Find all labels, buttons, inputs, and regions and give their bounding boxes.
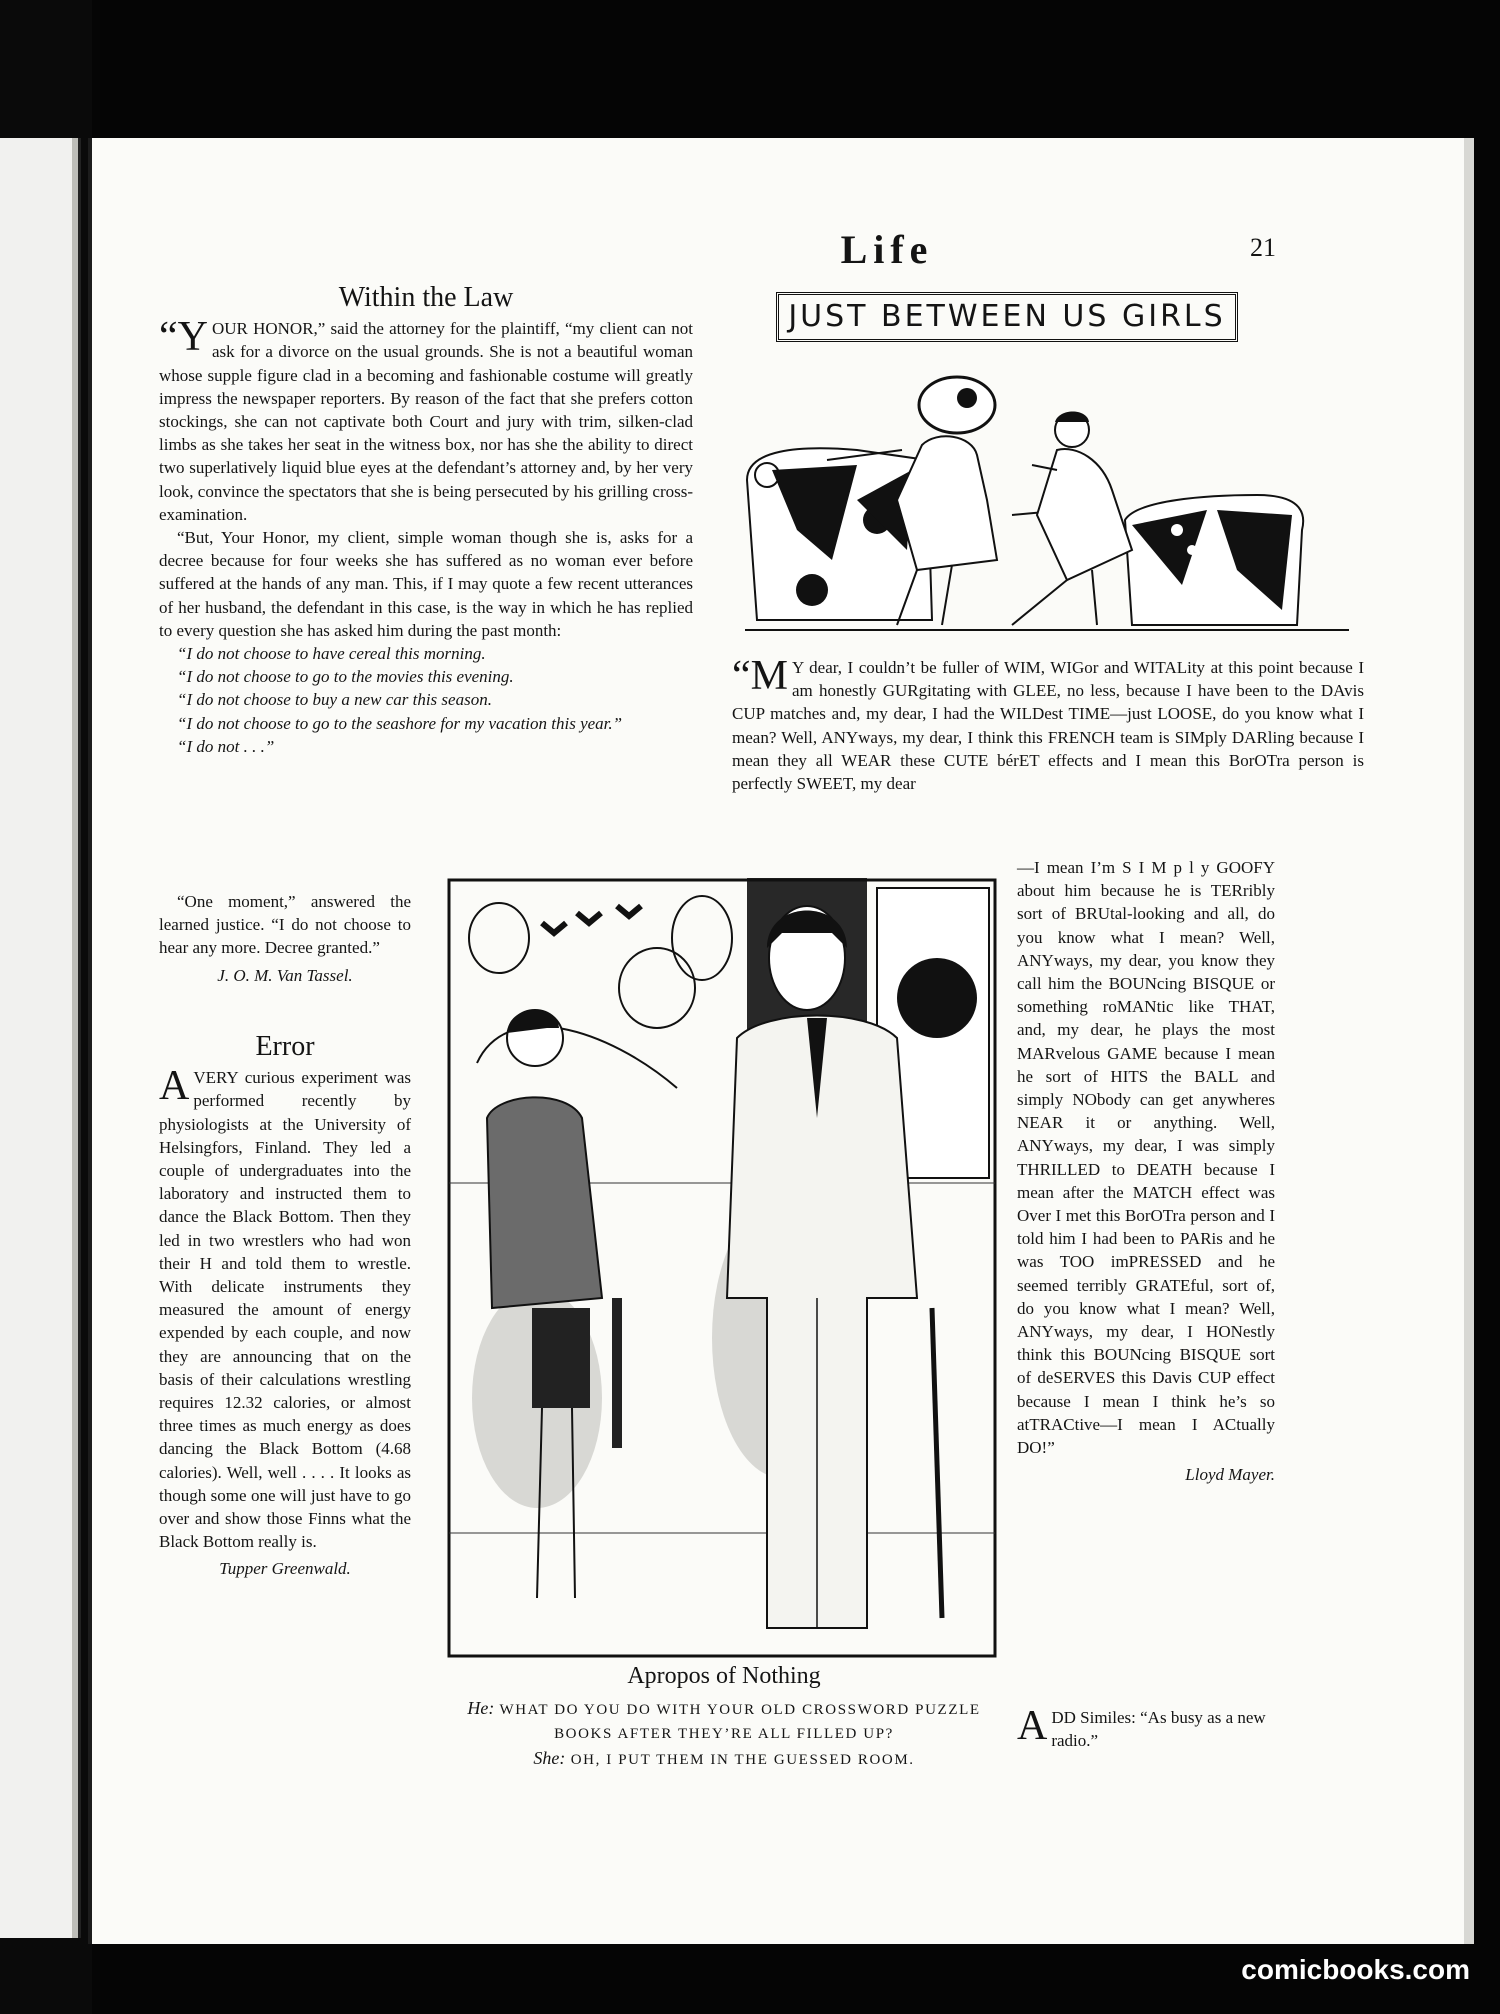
add-similes bbox=[1017, 1703, 1275, 1752]
signature: Tupper Greenwald. bbox=[219, 1559, 351, 1579]
dropcap: A bbox=[1017, 1703, 1048, 1749]
quote-line: “I do not choose to go to the movies this evening. bbox=[177, 667, 514, 687]
quote-line: “I do not choose to buy a new car this season. bbox=[177, 690, 492, 710]
dropcap: “M bbox=[732, 653, 788, 699]
paragraph: “But, Your Honor, my client, simple woman though she is, asks for a decree because for four weeks she has suffered as no woman ever before suffered at the hands of any man. This, if I may quote a few recent utterances of her husband, the defendant in this case, is the way in which he has replied to every question she has asked him during the past month: bbox=[159, 528, 693, 640]
error-title: Error bbox=[255, 1031, 315, 1062]
apropos-cartoon bbox=[447, 878, 997, 1658]
signature: J. O. M. Van Tassel. bbox=[217, 965, 353, 985]
dropcap: A bbox=[159, 1063, 190, 1110]
paragraph: —I mean I’m S I M p l y GOOFY about him because he is TERribly sort of BRUtal-looking and all, do you know what I mean? Well, ANYways, my dear, you know they call him the BOUNcing BISQUE or something roMANtic like THAT, and, my dear, he plays the most MARvelous GAME because I mean he sort of HITS the BALL and simply NObody can get anywheres NEAR it or anything. Well, ANYways, my dear, I was simply THRILLED to DEATH because I mean after the MATCH effect was Over I met this BorOTra person and I told him I had been to PARis and he was TOO imPRESSED and he seemed terribly GRATEful, sort of, do you know what I mean? Well, ANYways, my dear, I HONestly think this BOUNcing BISQUE sort of deSERVES this Davis CUP effect because I mean I think he’s so atTRACtive—I mean I ACtually DO!” bbox=[1017, 858, 1275, 1458]
within-the-law-article bbox=[159, 282, 693, 758]
he-line: WHAT DO YOU DO WITH YOUR OLD CROSSWORD PUZZLE BOOKS AFTER THEY’RE ALL FILLED UP? bbox=[499, 1702, 981, 1742]
just-between-us-girls-text-side bbox=[1017, 856, 1275, 1486]
page-number: 21 bbox=[1250, 233, 1276, 262]
site-watermark: comicbooks.com bbox=[1241, 1954, 1470, 1985]
quote-line: “I do not choose to have cereal this morning. bbox=[177, 644, 486, 664]
paragraph: VERY curious experiment was performed recently by physiologists at the University of Helsingfors, Finland. They led a couple of undergraduates into the laboratory and instructed them to dance the Black Bottom. Then they led in two wrestlers who had won their H and told them to wrestle. With delicate instruments they measured the amount of energy expended by each couple, and now they are announcing that on the basis of their calculations wrestling requires 12.32 calories, or almost three times as much energy as does dancing the Black Bottom (4.68 calories). Well, well . . . . It looks as though some one will just have to go over and show those Finns what the Black Bottom really is. bbox=[159, 1068, 411, 1552]
girls-illustration bbox=[737, 350, 1357, 635]
magazine-page bbox=[88, 138, 1474, 1944]
quote-line: “I do not choose to go to the seashore for my vacation this year.” bbox=[177, 713, 623, 733]
error-article bbox=[159, 1031, 411, 1581]
speaker-he: He: bbox=[467, 1698, 495, 1718]
cartoon-caption bbox=[444, 1663, 1004, 1772]
paragraph: “One moment,” answered the learned justice. “I do not choose to hear any more. Decree granted.” bbox=[159, 892, 411, 958]
masthead: Life bbox=[840, 227, 934, 272]
quote-line: “I do not . . .” bbox=[177, 736, 275, 756]
she-line: OH, I PUT THEM IN THE GUESSED ROOM. bbox=[570, 1752, 915, 1768]
just-between-us-girls-title: JUST BETWEEN US GIRLS bbox=[776, 292, 1238, 342]
signature: Lloyd Mayer. bbox=[1185, 1465, 1275, 1485]
paragraph: OUR HONOR,” said the attorney for the plaintiff, “my client can not ask for a divorce on the usual grounds. She is not a beautiful woman whose supple figure clad in a becoming and fashionable costume will greatly impress the newspaper reporters. By reason of the fact that she prefers cotton stockings, she can not captivate both Court and jury with trim, silken-clad limbs as she takes her seat in the witness box, nor has she the ability to direct two superlatively liquid blue eyes at the defendant’s attorney and, by her very look, convince the spectators that she is being persecuted by his grilling cross-examination. bbox=[159, 319, 693, 524]
just-between-us-girls-text-top bbox=[732, 653, 1364, 795]
previous-page-edge bbox=[0, 138, 81, 1938]
cartoon-title: Apropos of Nothing bbox=[627, 1663, 821, 1689]
dropcap: “Y bbox=[159, 314, 208, 361]
within-the-law-closing bbox=[159, 890, 411, 987]
speaker-she: She: bbox=[533, 1748, 566, 1768]
paragraph: DD Similes: “As busy as a new radio.” bbox=[1051, 1708, 1266, 1750]
paragraph: Y dear, I couldn’t be fuller of WIM, WIGor and WITALity at this point because I am honestly GURgitating with GLEE, no less, because I have been to the DAvis CUP matches and, my dear, I had the WILDest TIME—just LOOSE, do you know what I mean? Well, ANYways, my dear, I think this FRENCH team is SIMply DARling because I mean they all WEAR these CUTE bérET effects and I mean this BorOTra person is perfectly SWEET, my dear bbox=[732, 658, 1364, 794]
within-the-law-title: Within the Law bbox=[338, 282, 514, 313]
